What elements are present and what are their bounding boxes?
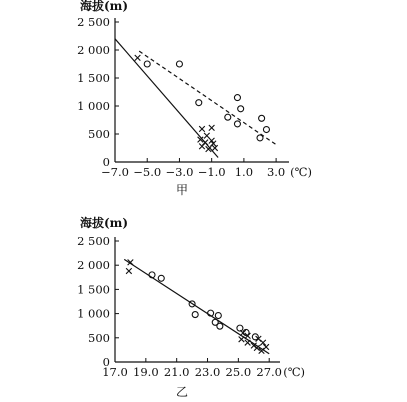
chart-yi <box>77 215 305 399</box>
x-tick-label: 23.0 <box>194 365 221 379</box>
y-axis-label: 海拔(m) <box>80 0 129 13</box>
cross-point <box>239 336 245 342</box>
x-tick-label: −3.0 <box>165 165 194 179</box>
circle-point <box>259 115 265 121</box>
y-tick-label: 2 500 <box>77 234 110 248</box>
x-tick-label: 19.0 <box>133 365 159 379</box>
x-tick-label: 17.0 <box>102 365 128 379</box>
y-axis-label: 海拔(m) <box>80 216 129 230</box>
circle-point <box>238 106 244 112</box>
x-tick-label: −5.0 <box>133 165 162 179</box>
x-tick-label: 25.0 <box>225 365 252 379</box>
trend-line-solid <box>124 259 269 353</box>
chart-jia <box>77 0 312 197</box>
circle-point <box>176 61 182 67</box>
cross-point <box>245 340 251 346</box>
cross-point <box>135 55 141 61</box>
circle-point <box>215 313 221 319</box>
circle-point <box>263 127 269 133</box>
cross-point <box>212 145 218 151</box>
circle-point <box>217 323 223 329</box>
y-tick-label: 0 <box>102 355 110 369</box>
y-tick-label: 1 000 <box>77 306 110 321</box>
y-tick-label: 1 500 <box>77 71 110 85</box>
y-tick-label: 2 000 <box>77 43 110 57</box>
y-tick-label: 500 <box>88 330 110 345</box>
circle-point <box>192 312 198 318</box>
cross-point <box>199 126 205 132</box>
circle-point <box>225 114 231 120</box>
cross-point <box>204 133 210 139</box>
circle-point <box>196 100 202 106</box>
cross-point <box>199 144 205 150</box>
x-tick-label: −7.0 <box>101 165 129 179</box>
cross-point <box>126 268 132 274</box>
y-tick-label: 500 <box>88 127 110 141</box>
circle-point <box>158 275 164 281</box>
x-axis-unit: (℃) <box>290 165 312 179</box>
circle-point <box>252 334 258 340</box>
circle-point <box>234 95 240 101</box>
x-tick-label: 1.0 <box>234 165 254 179</box>
cross-point <box>209 125 215 131</box>
x-tick-label: 3.0 <box>266 165 286 179</box>
y-tick-label: 0 <box>102 155 110 169</box>
x-tick-label: 27.0 <box>256 365 283 379</box>
y-tick-label: 1 500 <box>77 282 110 297</box>
circle-point <box>234 121 240 127</box>
x-tick-label: 21.0 <box>163 365 190 379</box>
y-tick-label: 2 000 <box>77 258 110 273</box>
x-tick-label: −1.0 <box>197 165 226 179</box>
chart-caption: 乙 <box>175 385 189 399</box>
y-tick-label: 1 000 <box>77 99 110 113</box>
chart-caption: 甲 <box>175 183 189 197</box>
circle-point <box>144 61 150 67</box>
circle-point <box>257 135 263 141</box>
trend-line-dashed <box>139 51 276 145</box>
circle-point <box>237 325 243 331</box>
y-tick-label: 2 500 <box>77 15 110 29</box>
x-axis-unit: (℃) <box>283 365 306 379</box>
